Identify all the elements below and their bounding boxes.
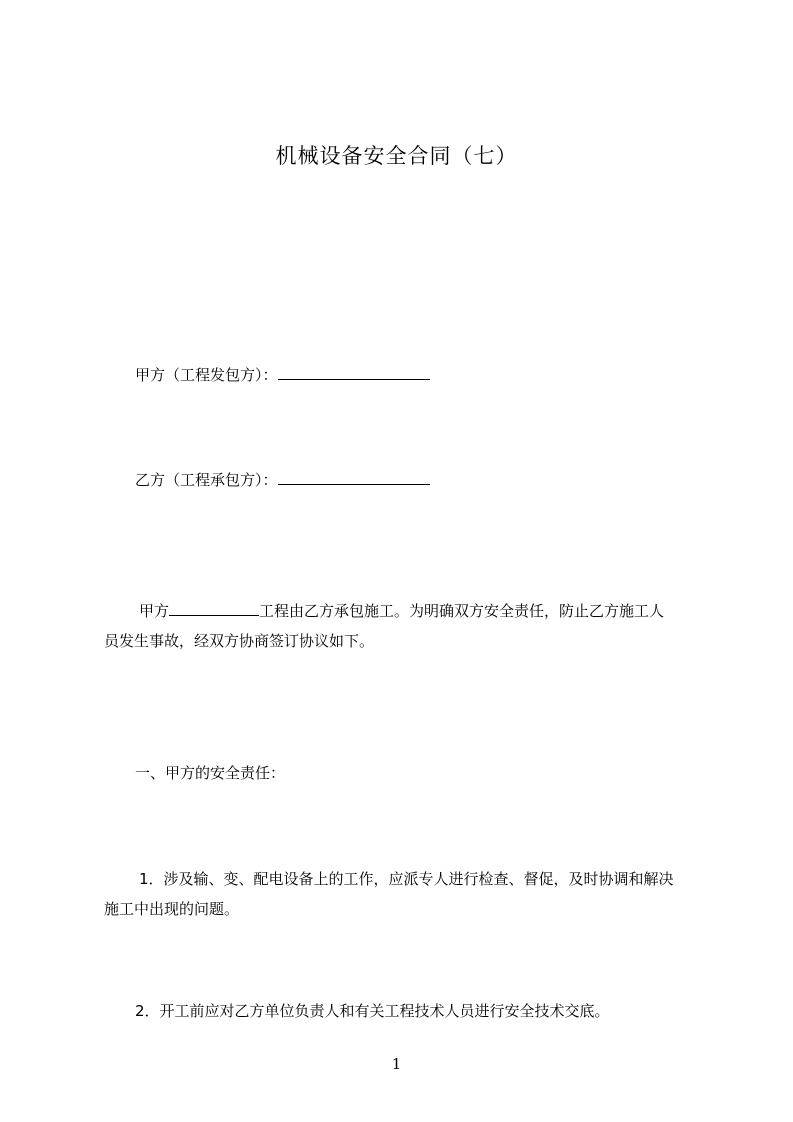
intro-paragraph	[104, 596, 710, 656]
party-a-blank	[278, 365, 430, 380]
section-1-heading: 一、甲方的安全责任：	[135, 764, 286, 782]
item-1-line-1: 1．涉及输、变、配电设备上的工作，应派专人进行检查、督促，及时协调和解决	[139, 870, 674, 888]
party-a-line	[104, 360, 739, 390]
party-b-blank	[278, 470, 430, 485]
document-title: 机械设备安全合同（七）	[275, 144, 518, 168]
party-a-label: 甲方（工程发包方）：	[135, 366, 278, 384]
page-number: 1	[391, 1055, 402, 1073]
intro-line-2: 员发生事故，经双方协商签订协议如下。	[104, 632, 375, 650]
item-1-line-2: 施工中出现的问题。	[104, 900, 240, 918]
party-b-line	[104, 465, 739, 495]
party-b-label: 乙方（工程承包方）：	[135, 471, 278, 489]
project-name-blank	[169, 601, 259, 616]
item-1-paragraph	[104, 864, 710, 924]
item-2-line: 2．开工前应对乙方单位负责人和有关工程技术人员进行安全技术交底。	[135, 1002, 610, 1020]
intro-line-1: 甲方 工程由乙方承包施工。为明确双方安全责任，防止乙方施工人	[139, 602, 665, 620]
